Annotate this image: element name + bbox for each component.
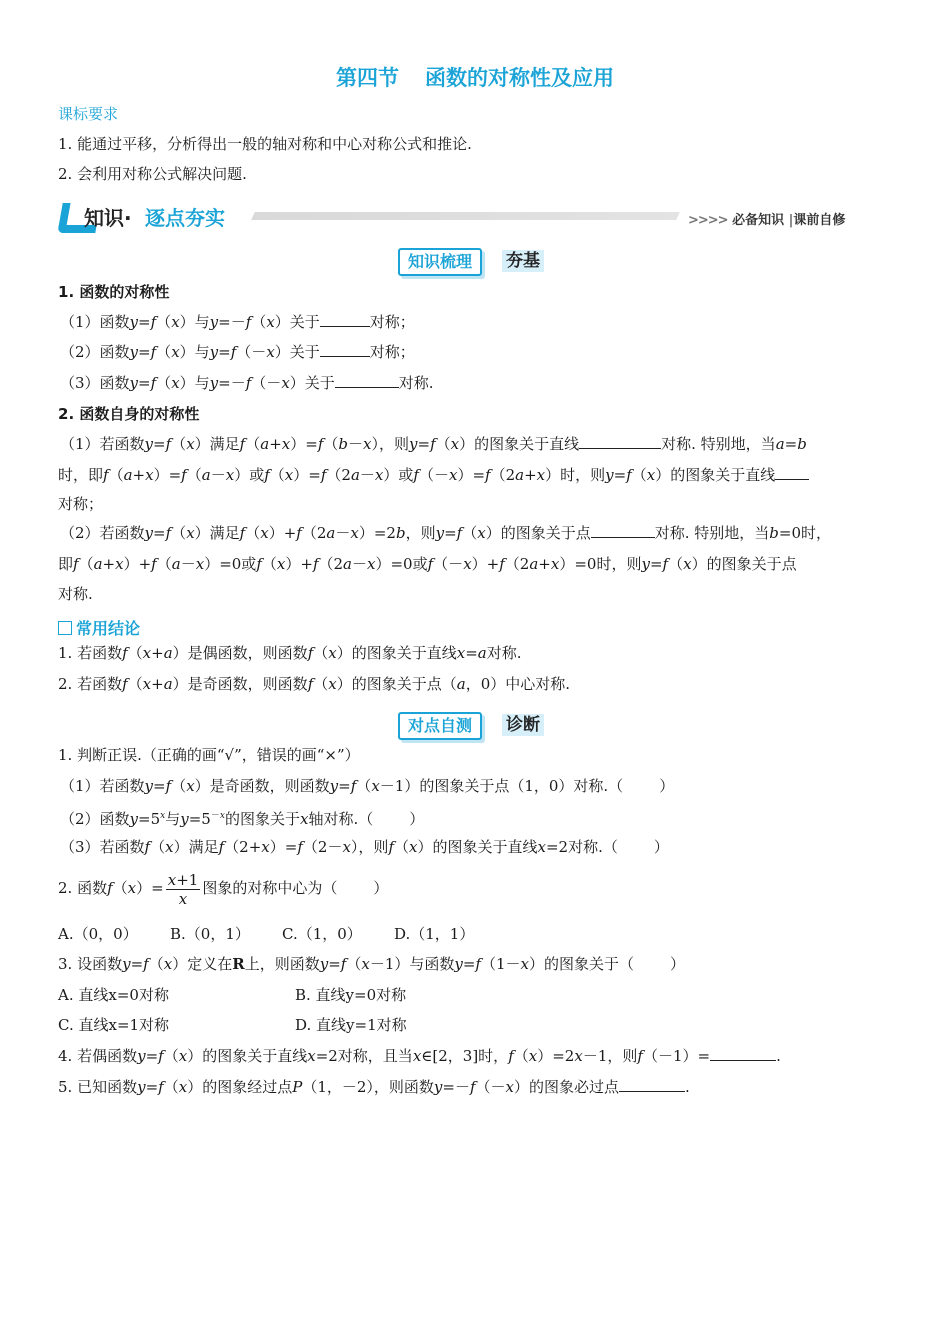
square-icon bbox=[58, 621, 72, 635]
section-1-heading: 1. 函数的对称性 bbox=[58, 283, 170, 301]
question-1: 1. 判断正误.（正确的画“√”，错误的画“×”） bbox=[58, 746, 360, 764]
q3-option-d: D. 直线y=1对称 bbox=[295, 1016, 407, 1034]
s1-item-2: （2）函数y=f（x）与y=f（－x）关于 对称； bbox=[60, 343, 415, 361]
title-text: 函数的对称性及应用 bbox=[425, 66, 614, 90]
knowledge-banner bbox=[58, 200, 858, 236]
q3-option-c: C. 直线x=1对称 bbox=[58, 1016, 170, 1034]
requirement-1: 1. 能通过平移，分析得出一般的轴对称和中心对称公式和推论. bbox=[58, 135, 472, 153]
s2-item-1-line1: （1）若函数y=f（x）满足f（a+x）=f（b－x），则y=f（x）的图象关于直线 对称. 特别地，当a=b bbox=[60, 435, 807, 453]
badge-self-test: 对点自测 诊断 bbox=[398, 712, 558, 740]
question-5: 5. 已知函数y=f（x）的图象经过点P（1，－2），则函数y=－f（－x）的图象必过点 . bbox=[58, 1078, 690, 1096]
banner-title-knowledge: 知识· bbox=[84, 206, 132, 230]
s2-item-1-line2: 时，即f（a+x）=f（a－x）或f（x）=f（2a－x）或f（－x）=f（2a+x）时，则y=f（x）的图象关于直线 bbox=[58, 465, 809, 485]
banner-bar bbox=[251, 212, 680, 220]
q2-option-d: D.（1，1） bbox=[394, 925, 475, 943]
s2-item-2-line2: 即f（a+x）+f（a－x）=0或f（x）+f（2a－x）=0或f（－x）+f（2a+x）=0时，则y=f（x）的图象关于点 bbox=[58, 555, 797, 573]
fraction: $\frac{x+1}{x}$ bbox=[167, 870, 199, 908]
question-4: 4. 若偶函数y=f（x）的图象关于直线x=2对称，且当x∈[2，3]时，f（x）=2x－1，则f（－1）= . bbox=[58, 1047, 781, 1065]
conclusion-1: 1. 若函数f（x+a）是偶函数，则函数f（x）的图象关于直线x=a对称. bbox=[58, 644, 522, 662]
section-title bbox=[0, 62, 950, 92]
requirement-2: 2. 会利用对称公式解决问题. bbox=[58, 165, 247, 183]
banner-right-label: >>>> 必备知识 |课前自修 bbox=[688, 213, 846, 228]
s1-item-1: （1）函数y=f（x）与y=－f（x）关于 对称； bbox=[60, 313, 415, 331]
question-1-1: （1）若函数y=f（x）是奇函数，则函数y=f（x－1）的图象关于点（1，0）对称.（ ） bbox=[60, 777, 675, 795]
question-2: 2. 函数f（x）= $\frac{x+1}{x}$ 图象的对称中心为（ ） bbox=[58, 870, 389, 908]
question-3: 3. 设函数y=f（x）定义在R上，则函数y=f（x－1）与函数y=f（1－x）的图象关于（ ） bbox=[58, 955, 686, 973]
question-1-3: （3）若函数f（x）满足f（2+x）=f（2－x），则f（x）的图象关于直线x=2对称.（ ） bbox=[60, 838, 669, 856]
banner-title-main: 逐点夯实 bbox=[145, 206, 225, 230]
requirements-heading: 课标要求 bbox=[58, 105, 119, 123]
q2-option-a: A.（0，0） bbox=[58, 925, 138, 943]
s2-item-2-line3: 对称. bbox=[58, 585, 93, 603]
q3-option-a: A. 直线x=0对称 bbox=[58, 986, 169, 1004]
s2-item-1-line3: 对称； bbox=[58, 495, 104, 513]
q2-option-b: B.（0，1） bbox=[170, 925, 250, 943]
chevrons-icon: >>>> bbox=[688, 213, 728, 228]
title-number: 第四节 bbox=[336, 66, 399, 90]
conclusions-heading: 常用结论 bbox=[58, 619, 140, 639]
q2-option-c: C.（1，0） bbox=[282, 925, 362, 943]
section-2-heading: 2. 函数自身的对称性 bbox=[58, 405, 200, 423]
q3-option-b: B. 直线y=0对称 bbox=[295, 986, 407, 1004]
conclusion-2: 2. 若函数f（x+a）是奇函数，则函数f（x）的图象关于点（a，0）中心对称. bbox=[58, 675, 571, 693]
s2-item-2-line1: （2）若函数y=f（x）满足f（x）+f（2a－x）=2b，则y=f（x）的图象关于点 对称. 特别地，当b=0时， bbox=[60, 524, 831, 542]
s1-item-3: （3）函数y=f（x）与y=－f（－x）关于 对称. bbox=[60, 374, 434, 392]
question-1-2: （2）函数$y=5^x$与$y=5^{-x}$的图象关于x轴对称.（ ） bbox=[60, 810, 425, 828]
badge-knowledge-review: 知识梳理 夯基 bbox=[398, 248, 558, 276]
